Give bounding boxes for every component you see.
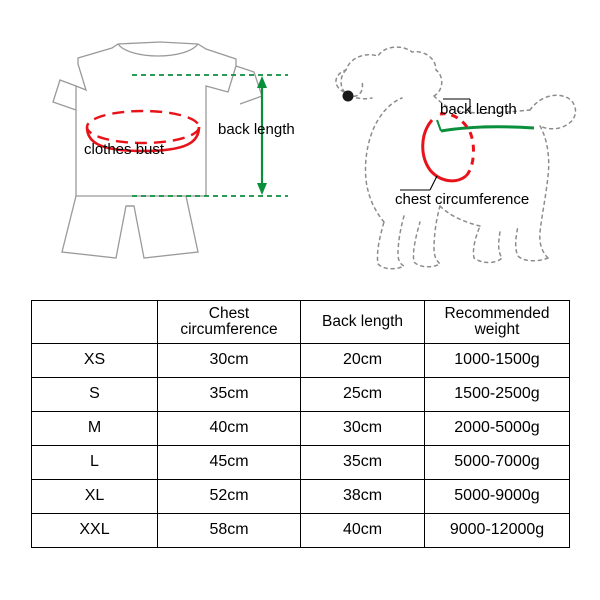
table-row [32,446,570,480]
cell-weight: 1500-2500g [425,378,570,412]
diagram-area [0,0,600,290]
shirt-back-length-label: back length [218,121,295,138]
cell-size: XS [32,344,158,378]
cell-back: 30cm [301,412,425,446]
table-row [32,344,570,378]
cell-weight: 1000-1500g [425,344,570,378]
header-recommended-weight: Recommended weight [425,301,570,344]
cell-weight: 5000-9000g [425,480,570,514]
header-size [32,301,158,344]
cell-chest: 52cm [158,480,301,514]
cell-weight: 9000-12000g [425,514,570,548]
cell-size: XL [32,480,158,514]
cell-back: 25cm [301,378,425,412]
cell-size: L [32,446,158,480]
cell-chest: 35cm [158,378,301,412]
dog-chest-circumference-marker-icon [400,114,473,190]
cell-chest: 30cm [158,344,301,378]
cell-back: 38cm [301,480,425,514]
cell-back: 35cm [301,446,425,480]
cell-size: S [32,378,158,412]
header-back-length: Back length [301,301,425,344]
cell-chest: 58cm [158,514,301,548]
table-header-row [32,301,570,344]
table-row [32,514,570,548]
clothes-bust-label: clothes bust [84,141,165,158]
cell-size: XXL [32,514,158,548]
dog-back-length-label: back length [440,101,517,118]
cell-chest: 40cm [158,412,301,446]
table-row [32,378,570,412]
header-chest-circumference: Chest circumference [158,301,301,344]
cell-weight: 2000-5000g [425,412,570,446]
table-row [32,480,570,514]
dog-chest-circumference-label: chest circumference [395,191,530,208]
cell-weight: 5000-7000g [425,446,570,480]
dog-eye-icon [343,91,354,102]
cell-back: 40cm [301,514,425,548]
cell-size: M [32,412,158,446]
size-table [31,300,570,548]
dog-outline-icon [336,47,576,269]
cell-chest: 45cm [158,446,301,480]
size-table-wrapper [31,300,569,548]
table-row [32,412,570,446]
cell-back: 20cm [301,344,425,378]
